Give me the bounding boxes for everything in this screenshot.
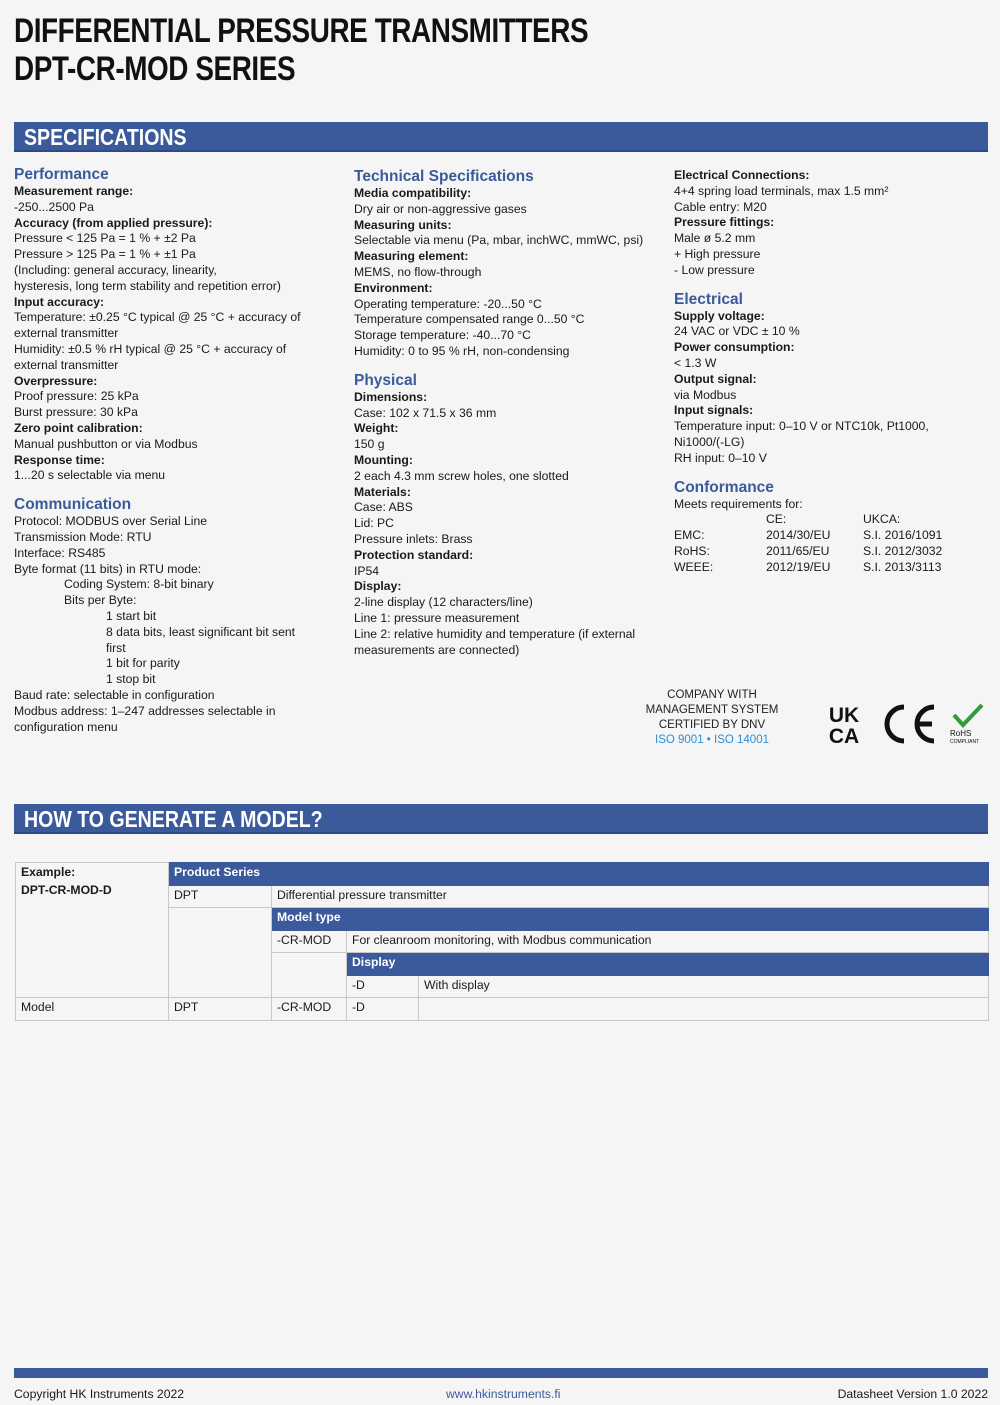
spec-value: Dry air or non-aggressive gases	[354, 201, 527, 216]
spec-value: hysteresis, long term stability and repetition error)	[14, 278, 281, 293]
table-row: WEEE: 2012/19/EU S.I. 2013/3113	[674, 559, 942, 574]
spec-label: Response time:	[14, 452, 105, 467]
footer-website-link[interactable]: www.hkinstruments.fi	[446, 1387, 561, 1401]
ukca-logo-bottom: CA	[828, 725, 860, 745]
spec-value: + High pressure	[674, 246, 761, 261]
physical-heading: Physical	[354, 371, 417, 389]
spec-label: Measurement range:	[14, 184, 134, 198]
conformance-heading: Conformance	[674, 478, 774, 496]
spec-value: Lid: PC	[354, 516, 394, 531]
spec-value: Meets requirements for:	[674, 496, 803, 511]
specifications-banner	[14, 122, 988, 152]
spec-value: Modbus address: 1–247 addresses selectable in	[14, 703, 276, 718]
communication-heading: Communication	[14, 496, 132, 514]
table-row: -CR-MOD For cleanroom monitoring, with Modbus communication	[16, 930, 989, 953]
footer-copyright: Copyright HK Instruments 2022	[14, 1387, 185, 1401]
table-row: DPT Differential pressure transmitter	[16, 885, 989, 908]
table-row	[16, 863, 989, 886]
column-electrical-conformance	[674, 168, 984, 576]
example-value: DPT-CR-MOD-D	[21, 883, 112, 897]
spec-value: Byte format (11 bits) in RTU mode:	[14, 561, 202, 576]
electrical-heading: Electrical	[674, 290, 743, 308]
product-series-header: Product Series	[169, 863, 989, 886]
rohs-compliant-icon	[948, 703, 988, 745]
spec-label: Media compatibility:	[354, 186, 472, 200]
spec-value: -250...2500 Pa	[14, 199, 94, 214]
spec-label: Supply voltage:	[674, 308, 765, 323]
spec-label: Power consumption:	[674, 340, 795, 355]
spec-value: measurements are connected)	[354, 642, 520, 657]
column-technical-physical	[354, 168, 664, 658]
spec-label: Environment:	[354, 280, 433, 295]
spec-label: Accuracy (from applied pressure):	[14, 215, 213, 230]
title-line-1: DIFFERENTIAL PRESSURE TRANSMITTERS	[14, 12, 589, 50]
spec-value: Storage temperature: -40...70 °C	[354, 328, 531, 343]
ukca-logo-top: UK	[828, 704, 860, 727]
spec-value: Line 2: relative humidity and temperature (if external	[354, 626, 636, 641]
spec-value: 1 start bit	[106, 608, 157, 623]
spec-value: 24 VAC or VDC ± 10 %	[674, 324, 800, 339]
spec-label: Input accuracy:	[14, 294, 105, 309]
spec-label: Pressure fittings:	[674, 215, 775, 230]
spec-value: 8 data bits, least significant bit sent	[106, 624, 296, 639]
performance-heading: Performance	[14, 166, 109, 183]
spec-value: Proof pressure: 25 kPa	[14, 389, 139, 404]
model-banner-label: HOW TO GENERATE A MODEL?	[24, 806, 323, 832]
spec-label: Input signals:	[674, 403, 754, 418]
spec-value: 1 bit for parity	[106, 656, 180, 671]
spec-value: < 1.3 W	[674, 355, 717, 370]
spec-value: via Modbus	[674, 387, 737, 402]
spec-value: Humidity: ±0.5 % rH typical @ 25 °C + accuracy of	[14, 341, 287, 356]
spec-value: Line 1: pressure measurement	[354, 610, 520, 625]
rohs-logo-label: RoHS	[950, 729, 972, 738]
spec-value: RH input: 0–10 V	[674, 450, 767, 465]
table-row: EMC: 2014/30/EU S.I. 2016/1091	[674, 528, 943, 543]
spec-value: Case: 102 x 71.5 x 36 mm	[354, 405, 497, 420]
example-label: Example:	[21, 865, 76, 879]
spec-label: Zero point calibration:	[14, 420, 143, 435]
spec-value: - Low pressure	[674, 262, 755, 277]
conformance-col-ce: CE:	[766, 512, 787, 527]
spec-value: 2 each 4.3 mm screw holes, one slotted	[354, 468, 569, 483]
ce-mark-icon	[878, 703, 938, 745]
spec-value: IP54	[354, 563, 380, 578]
spec-label: Measuring units:	[354, 217, 452, 232]
table-row: Model DPT -CR-MOD -D	[16, 998, 989, 1021]
spec-value: 4+4 spring load terminals, max 1.5 mm²	[674, 183, 889, 198]
spec-value: Operating temperature: -20...50 °C	[354, 296, 542, 311]
spec-value: Case: ABS	[354, 500, 413, 515]
footer-bar	[14, 1368, 988, 1378]
title-line-2: DPT-CR-MOD SERIES	[14, 50, 296, 88]
spec-value: Baud rate: selectable in configuration	[14, 687, 215, 702]
spec-label: Materials:	[354, 484, 411, 499]
spec-label: Electrical Connections:	[674, 168, 810, 182]
spec-value: first	[106, 640, 126, 655]
spec-value: configuration menu	[14, 719, 118, 734]
iso-certifications: ISO 9001 • ISO 14001	[655, 734, 769, 746]
model-label: Model	[16, 998, 169, 1021]
spec-value: Protocol: MODBUS over Serial Line	[14, 514, 208, 529]
spec-label: Dimensions:	[354, 389, 428, 404]
spec-value: MEMS, no flow-through	[354, 264, 482, 279]
spec-value: Pressure inlets: Brass	[354, 531, 473, 546]
spec-label: Mounting:	[354, 452, 413, 467]
table-row: RoHS: 2011/65/EU S.I. 2012/3032	[674, 543, 943, 558]
spec-value: 1...20 s selectable via menu	[14, 468, 166, 483]
dnv-certification: COMPANY WITH MANAGEMENT SYSTEM CERTIFIED BY DNV ISO 9001 • ISO 14001	[632, 688, 792, 748]
display-header: Display	[347, 953, 989, 976]
spec-value: Ni1000/(-LG)	[674, 434, 745, 449]
spec-value: Interface: RS485	[14, 545, 106, 560]
spec-label: Measuring element:	[354, 249, 469, 264]
model-type-header: Model type	[272, 908, 989, 931]
spec-value: Coding System: 8-bit binary	[64, 577, 214, 592]
footer-version: Datasheet Version 1.0 2022	[837, 1387, 988, 1401]
spec-value: Selectable via menu (Pa, mbar, inchWC, mmWC, psi)	[354, 233, 644, 248]
model-generation-table	[15, 862, 989, 1021]
spec-value: Burst pressure: 30 kPa	[14, 405, 138, 420]
spec-value: Temperature compensated range 0...50 °C	[354, 312, 585, 327]
spec-label: Display:	[354, 579, 402, 594]
spec-label: Weight:	[354, 421, 399, 436]
table-row	[674, 512, 942, 528]
spec-value: (Including: general accuracy, linearity,	[14, 262, 217, 277]
spec-value: Male ø 5.2 mm	[674, 231, 756, 246]
page-title	[14, 12, 714, 88]
table-row: -D With display	[16, 975, 989, 998]
spec-value: 1 stop bit	[106, 672, 156, 687]
rohs-logo-sub: COMPLIANT	[950, 739, 980, 745]
spec-value: Pressure > 125 Pa = 1 % + ±1 Pa	[14, 247, 196, 262]
spec-value: 150 g	[354, 437, 385, 452]
spec-value: Temperature input: 0–10 V or NTC10k, Pt1000,	[674, 419, 929, 434]
spec-value: Pressure < 125 Pa = 1 % + ±2 Pa	[14, 231, 196, 246]
conformance-col-ukca: UKCA:	[863, 512, 901, 527]
example-cell	[16, 863, 169, 998]
ukca-logo-icon	[822, 703, 866, 745]
spec-value: Transmission Mode: RTU	[14, 529, 152, 544]
spec-value: Bits per Byte:	[64, 593, 137, 608]
spec-label: Output signal:	[674, 371, 757, 386]
technical-heading: Technical Specifications	[354, 168, 534, 185]
column-performance-communication	[14, 166, 334, 735]
spec-value: Manual pushbutton or via Modbus	[14, 436, 198, 451]
spec-label: Protection standard:	[354, 547, 474, 562]
spec-label: Overpressure:	[14, 373, 98, 388]
model-banner	[14, 804, 988, 834]
spec-value: external transmitter	[14, 357, 119, 372]
spec-value: 2-line display (12 characters/line)	[354, 595, 533, 610]
spec-value: Temperature: ±0.25 °C typical @ 25 °C + accuracy of	[14, 310, 301, 325]
spec-value: Cable entry: M20	[674, 199, 767, 214]
conformance-table	[674, 512, 942, 575]
specifications-banner-label: SPECIFICATIONS	[24, 124, 187, 150]
spec-value: Humidity: 0 to 95 % rH, non-condensing	[354, 343, 570, 358]
spec-value: external transmitter	[14, 326, 119, 341]
